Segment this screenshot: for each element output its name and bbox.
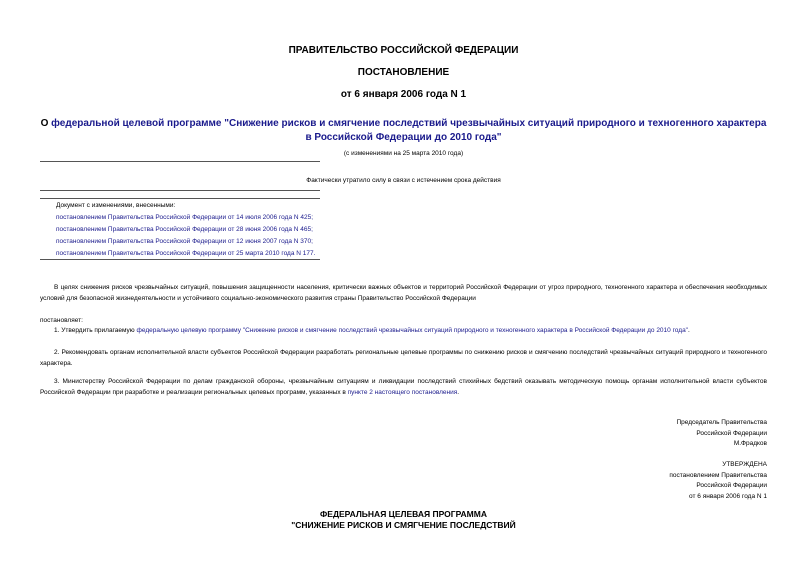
divider	[40, 161, 320, 162]
p3-prefix: 3. Министерству Российской Федерации по делам гражданской обороны, чрезвычайным ситуациям и ликвидации последствий стихийных бедствий оказывать методическую помощь органам исполнительной власти субъектов Российской Федерации при разработке и реализации региональных целевых программ, указанных в	[40, 378, 767, 396]
changes-list	[56, 200, 315, 260]
change-link[interactable]: постановлением Правительства Российской Федерации от 25 марта 2010 года N 177.	[56, 250, 316, 257]
paragraph-2: 2. Рекомендовать органам исполнительной власти субъектов Российской Федерации разработать региональные целевые программы по снижению рисков и смягчению последствий чрезвычайных ситуаций природного и техногенного характера.	[40, 349, 767, 367]
document-type: ПОСТАНОВЛЕНИЕ	[357, 67, 450, 78]
change-link[interactable]: постановлением Правительства Российской Федерации от 28 июня 2006 года N 465;	[56, 226, 313, 233]
signature-position: Председатель Правительства	[676, 419, 767, 426]
changes-heading: Документ с изменениями, внесенными:	[56, 202, 176, 209]
p1-prefix: 1. Утвердить прилагаемую	[54, 327, 137, 334]
p1-suffix: .	[688, 327, 690, 334]
paragraph-1	[40, 326, 767, 337]
document-title	[40, 117, 767, 145]
clause-2-link[interactable]: пункте 2 настоящего постановления	[347, 388, 458, 396]
approved-by: постановлением Правительства	[669, 471, 767, 479]
intro-paragraph: В целях снижения рисков чрезвычайных ситуаций, повышения защищенности населения, критически важных объектов и территорий Российской Федерации от угроз природного, техногенного характера и обеспечения необходимых условий для безопасной жизнедеятельности и устойчивого социально-экономического развития страны Правительство Российской Федерации	[40, 284, 767, 302]
divider	[40, 198, 320, 199]
p3-suffix: .	[457, 388, 460, 396]
approved-date: от 6 января 2006 года N 1	[689, 492, 767, 500]
signature-country: Российской Федерации	[696, 429, 767, 437]
approved-label: УТВЕРЖДЕНА	[722, 461, 767, 468]
document-date: от 6 января 2006 года N 1	[340, 89, 467, 100]
divider	[40, 259, 320, 260]
paragraph-3	[40, 377, 767, 398]
change-link[interactable]: постановлением Правительства Российской Федерации от 12 июня 2007 года N 370;	[56, 238, 313, 245]
government-heading: ПРАВИТЕЛЬСТВО РОССИЙСКОЙ ФЕДЕРАЦИИ	[288, 45, 519, 56]
status-note: Фактически утратило силу в связи с истечением срока действия	[306, 177, 501, 184]
program-heading	[0, 509, 807, 531]
signature-block	[676, 418, 767, 450]
change-link[interactable]: постановлением Правительства Российской Федерации от 14 июля 2006 года N 425;	[56, 214, 314, 221]
resolves-text: постановляет:	[40, 317, 83, 324]
program-heading-line1: ФЕДЕРАЛЬНАЯ ЦЕЛЕВАЯ ПРОГРАММА	[320, 509, 487, 519]
amendment-note: (с изменениями на 25 марта 2010 года)	[343, 150, 464, 157]
program-title-link[interactable]: федеральной целевой программе "Снижение рисков и смягчение последствий чрезвычайных ситуаций природного и техногенного характера в Российской Федерации до 2010 года"	[51, 118, 767, 143]
title-prefix: О	[40, 118, 52, 129]
approved-country: Российской Федерации	[696, 482, 767, 489]
divider	[40, 190, 320, 191]
program-link[interactable]: федеральную целевую программу "Снижение рисков и смягчение последствий чрезвычайных ситуаций природного и техногенного характера в Российской Федерации до 2010 года"	[136, 327, 688, 334]
signature-name: М.Фрадков	[733, 440, 767, 447]
program-heading-line2: "СНИЖЕНИЕ РИСКОВ И СМЯГЧЕНИЕ ПОСЛЕДСТВИЙ	[291, 520, 516, 530]
approval-block	[669, 460, 767, 502]
